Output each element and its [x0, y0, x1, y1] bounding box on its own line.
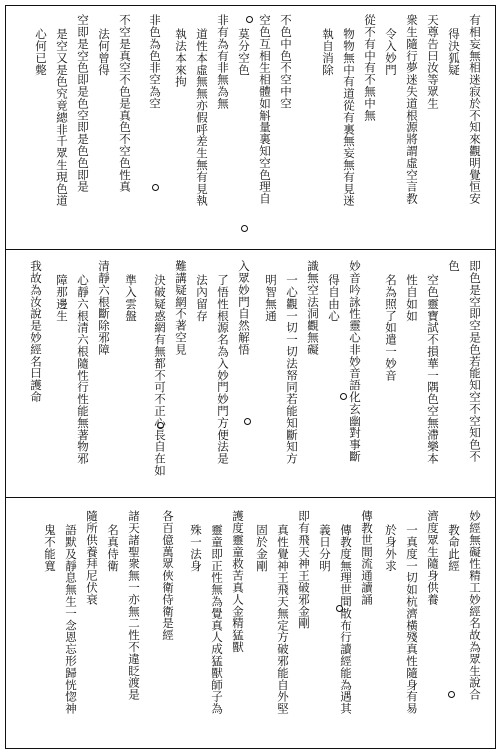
text-column: 我故為汝說是妙經名曰護命 — [29, 260, 43, 403]
circle-mark — [152, 184, 159, 191]
text-column: 色 — [447, 260, 461, 272]
text-column: 護度靈童救苦真人金精猛獸 — [231, 510, 245, 653]
text-column: 執法本來拘 — [174, 28, 188, 88]
text-column: 法何曾得 — [97, 28, 111, 76]
text-column: 天尊告曰汝等眾生 — [426, 14, 440, 110]
text-column: 了悟性根源名為入妙門妙門方便法是 — [216, 274, 230, 465]
text-column: 教命此經 — [447, 524, 461, 572]
text-column: 準入雲盤 — [124, 274, 138, 322]
text-column: 衆生隨行夢迷失道根源將謂虛空言教 — [405, 14, 419, 205]
text-column: 從不有中有不無中無 — [363, 14, 377, 122]
text-column: 空色靈寶試不損華一隅色空無滯樂本 — [426, 274, 440, 465]
circle-mark — [241, 225, 248, 232]
text-column: 明智無通 — [264, 274, 278, 322]
text-column: 於身外求 — [384, 524, 398, 572]
text-column: 清靜六根斷除邪障 — [97, 260, 111, 356]
text-column: 妙經無礙性精工妙經名故為眾生說合 — [468, 510, 482, 701]
text-column: 即色是空即空是色若能知空不空知色不 — [468, 260, 482, 463]
text-column: 有相妄無相迷寂於不知來觀明覺恒安 — [468, 14, 482, 205]
section-divider-2 — [5, 497, 496, 498]
text-column: 固於金剛 — [255, 524, 269, 572]
text-column: 語默及靜息無生一念恩忘形歸恍惚神 — [64, 524, 78, 715]
text-column: 法內留存 — [195, 274, 209, 322]
text-column: 義日分明 — [318, 524, 332, 572]
text-column: 名為照了如遣一妙音 — [384, 274, 398, 382]
text-column: 靈童即正性無為覺真人成猛獸師子為 — [210, 524, 224, 715]
text-column: 諸天諸聖衆無一亦無二性不違眨渡是 — [127, 510, 141, 701]
text-column: 非色為色非空為空 — [148, 14, 162, 110]
text-column: 入眾妙門自然解悟 — [237, 260, 251, 356]
text-column: 執自消除 — [321, 28, 335, 76]
text-column: 空色互相生相體如斛量裏知空色理自 — [258, 14, 272, 205]
text-column: 不空是真空不色是真色不空色性真 — [118, 14, 132, 193]
text-column: 是空又是色究竟總非千眾生現色道 — [55, 28, 69, 207]
text-column: 不色中色不空中空 — [279, 14, 293, 110]
text-column: 空即是空色即是色空即是色色即是 — [76, 14, 90, 193]
text-column: 障那邊生 — [55, 274, 69, 322]
text-column: 心何已斃 — [34, 28, 48, 76]
text-column: 道性本虛無無亦假呼差生無有見執 — [195, 28, 209, 207]
text-column: 莫分空色 — [237, 28, 251, 76]
text-column: 各百億萬眾俠衛侍衛是經 — [161, 510, 175, 641]
text-column: 難講疑網不著空見 — [174, 260, 188, 356]
text-column: 名真侍衛 — [106, 524, 120, 572]
circle-mark — [246, 16, 253, 23]
section-divider-1 — [5, 249, 496, 250]
text-column: 識無空法洞觀無礙 — [306, 260, 320, 356]
circle-mark — [448, 691, 455, 698]
text-column: 非有為有非無為無 — [216, 14, 230, 110]
text-column: 即有飛天神王破邪金剛 — [297, 510, 311, 629]
text-column: 殊一法身 — [189, 524, 203, 572]
text-column: 物物無中有道從有裏無妄無有見迷 — [342, 28, 356, 207]
text-column: 妙音吟詠性靈心非妙音語化玄幽對事斷 — [348, 260, 362, 463]
text-column: 真性覺神王飛天無定方破邪能自外堅 — [276, 524, 290, 715]
text-column: 鬼不能寬 — [43, 524, 57, 572]
text-column: 一真度一切如杭濟橫殘真性隨身有易 — [405, 524, 419, 715]
text-column: 令入妙門 — [384, 28, 398, 76]
text-column: 傳教世間流通讀誦 — [360, 510, 374, 606]
circle-mark — [340, 393, 347, 400]
text-column: 心靜六根清六根隨性行性能無著物邪 — [76, 274, 90, 465]
text-column: 得自由心 — [327, 274, 341, 322]
text-column: 隨所供養拜尼伏衰 — [85, 510, 99, 606]
text-column: 決破疑惑網有無都不可不正心長自在如 — [153, 274, 167, 477]
text-column: 傳教度無理世間散布行讀經能為遇其 — [339, 524, 353, 715]
text-column: 得決狐疑 — [447, 28, 461, 76]
text-column: 一心觀一切一切法帑同若能知斷知方 — [285, 274, 299, 465]
text-column: 濟度眾生隨身供養 — [426, 510, 440, 606]
circle-mark — [244, 418, 251, 425]
text-column: 性自如如 — [405, 274, 419, 322]
